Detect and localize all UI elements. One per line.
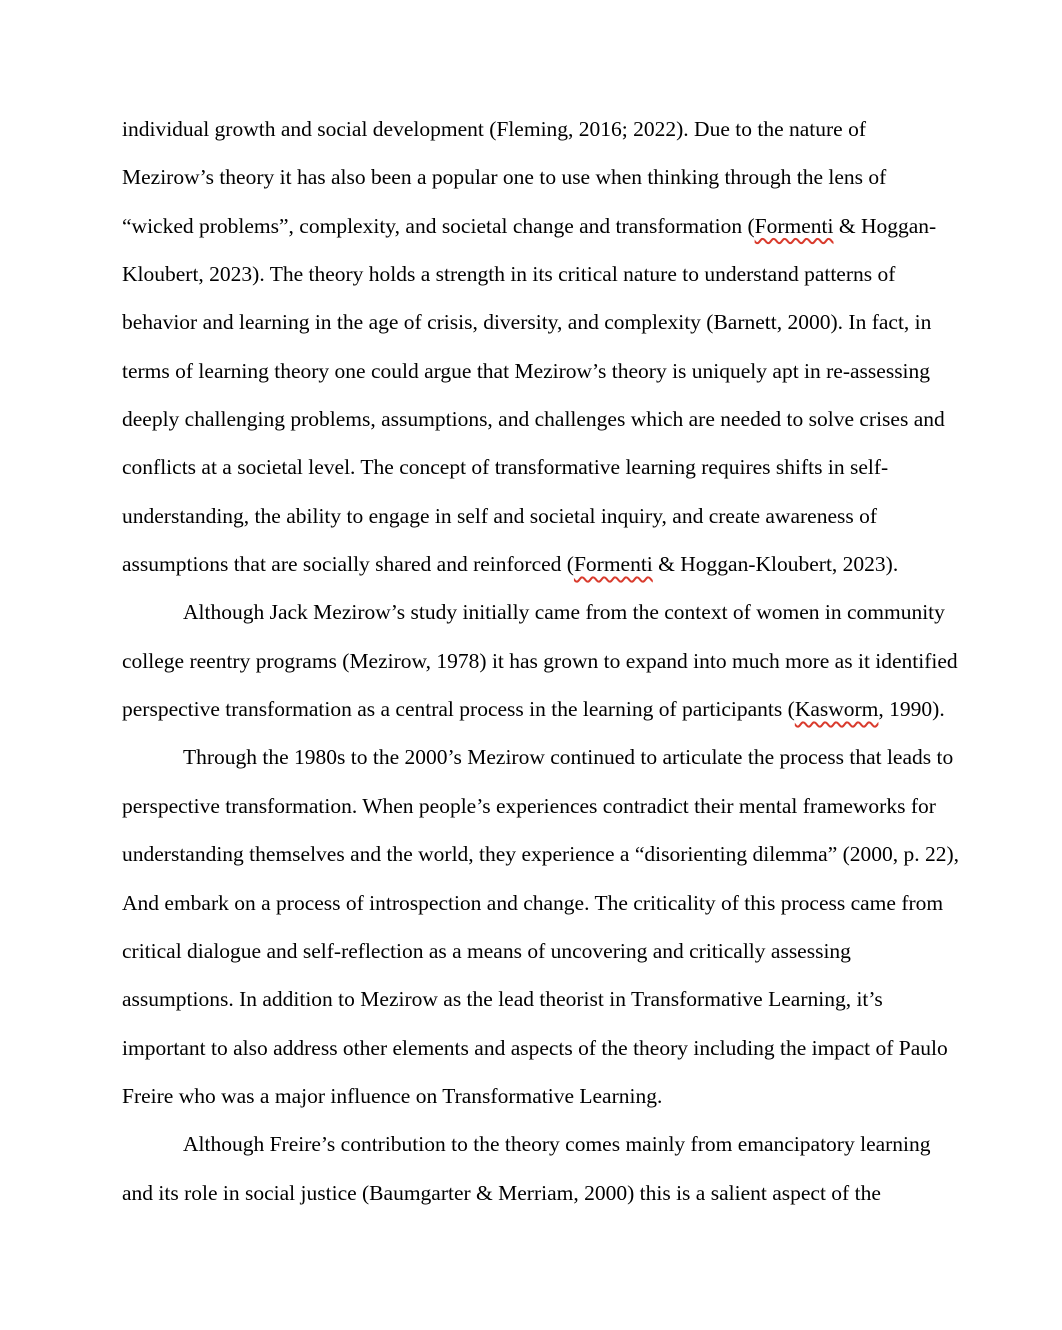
- text-line: [122, 637, 958, 685]
- text-line: [122, 250, 948, 298]
- text-line: [122, 492, 948, 540]
- paragraph: [122, 733, 960, 1120]
- text-line: [122, 298, 948, 346]
- text-line: [122, 202, 948, 250]
- text-run: conflicts at a societal level. The concept of transformative learning requires shifts in self-: [122, 455, 889, 480]
- text-line: [122, 395, 948, 443]
- text-run: “wicked problems”, complexity, and societal change and transformation (: [122, 213, 755, 238]
- text-run: Freire who was a major influence on Transformative Learning.: [122, 1083, 663, 1108]
- text-line: [122, 733, 954, 781]
- text-run: deeply challenging problems, assumptions, and challenges which are needed to solve crises and: [122, 407, 945, 432]
- misspelled-word[interactable]: Formenti: [573, 552, 653, 577]
- text-run: individual growth and social development (Fleming, 2016; 2022). Due to the nature of: [122, 117, 866, 141]
- text-run: understanding themselves and the world, they experience a “disorienting dilemma” (2000, p. 22),: [122, 842, 960, 867]
- text-run: Although Jack Mezirow’s study initially came from the context of women in community: [183, 600, 945, 625]
- text-run: & Hoggan-: [833, 213, 937, 238]
- text-run: terms of learning theory one could argue that Mezirow’s theory is uniquely apt in re-assessing: [122, 358, 931, 383]
- text-line: [122, 1024, 948, 1072]
- text-run: And embark on a process of introspection and change. The criticality of this process came from: [122, 890, 944, 915]
- text-line: [122, 1072, 948, 1120]
- text-line: [122, 782, 948, 830]
- paragraph: [122, 588, 958, 733]
- text-run: Kloubert, 2023). The theory holds a strength in its critical nature to understand patterns of: [122, 262, 896, 287]
- text-run: behavior and learning in the age of crisis, diversity, and complexity (Barnett, 2000). In fact, in: [122, 310, 932, 335]
- paragraph: [122, 105, 948, 588]
- text-run: and its role in social justice (Baumgarter & Merriam, 2000) this is a salient aspect of the: [122, 1180, 881, 1205]
- text-line: [122, 443, 948, 491]
- text-run: & Hoggan-Kloubert, 2023).: [652, 552, 899, 577]
- misspelled-word[interactable]: Kasworm: [794, 697, 879, 722]
- text-line: [122, 153, 948, 201]
- text-run: assumptions. In addition to Mezirow as the lead theorist in Transformative Learning, it’s: [122, 987, 883, 1012]
- text-line: [122, 105, 948, 153]
- text-line: [122, 588, 948, 636]
- text-run: critical dialogue and self-reflection as a means of uncovering and critically assessing: [122, 938, 851, 963]
- text-line: [122, 1169, 948, 1217]
- text-line: [122, 927, 948, 975]
- text-run: Mezirow’s theory it has also been a popular one to use when thinking through the lens of: [122, 165, 887, 190]
- text-line: [122, 540, 948, 588]
- text-run: assumptions that are socially shared and reinforced (: [122, 552, 574, 577]
- text-line: [122, 830, 960, 878]
- paragraph: [122, 1120, 948, 1217]
- text-line: [122, 685, 948, 733]
- text-run: Through the 1980s to the 2000’s Mezirow continued to articulate the process that leads to: [183, 745, 954, 770]
- text-run: important to also address other elements and aspects of the theory including the impact of Paulo: [122, 1035, 948, 1060]
- text-line: [122, 347, 948, 395]
- text-line: [122, 879, 948, 927]
- document-text: [122, 105, 960, 1217]
- text-run: perspective transformation as a central process in the learning of participants (: [122, 697, 795, 722]
- misspelled-word[interactable]: Formenti: [754, 213, 834, 238]
- text-run: , 1990).: [878, 697, 945, 722]
- text-run: perspective transformation. When people’s experiences contradict their mental frameworks for: [122, 793, 936, 818]
- text-line: [122, 975, 948, 1023]
- text-run: college reentry programs (Mezirow, 1978) it has grown to expand into much more as it identified: [122, 648, 958, 673]
- text-run: understanding, the ability to engage in self and societal inquiry, and create awareness of: [122, 503, 878, 528]
- text-line: [122, 1120, 948, 1168]
- text-run: Although Freire’s contribution to the theory comes mainly from emancipatory learning: [183, 1132, 931, 1157]
